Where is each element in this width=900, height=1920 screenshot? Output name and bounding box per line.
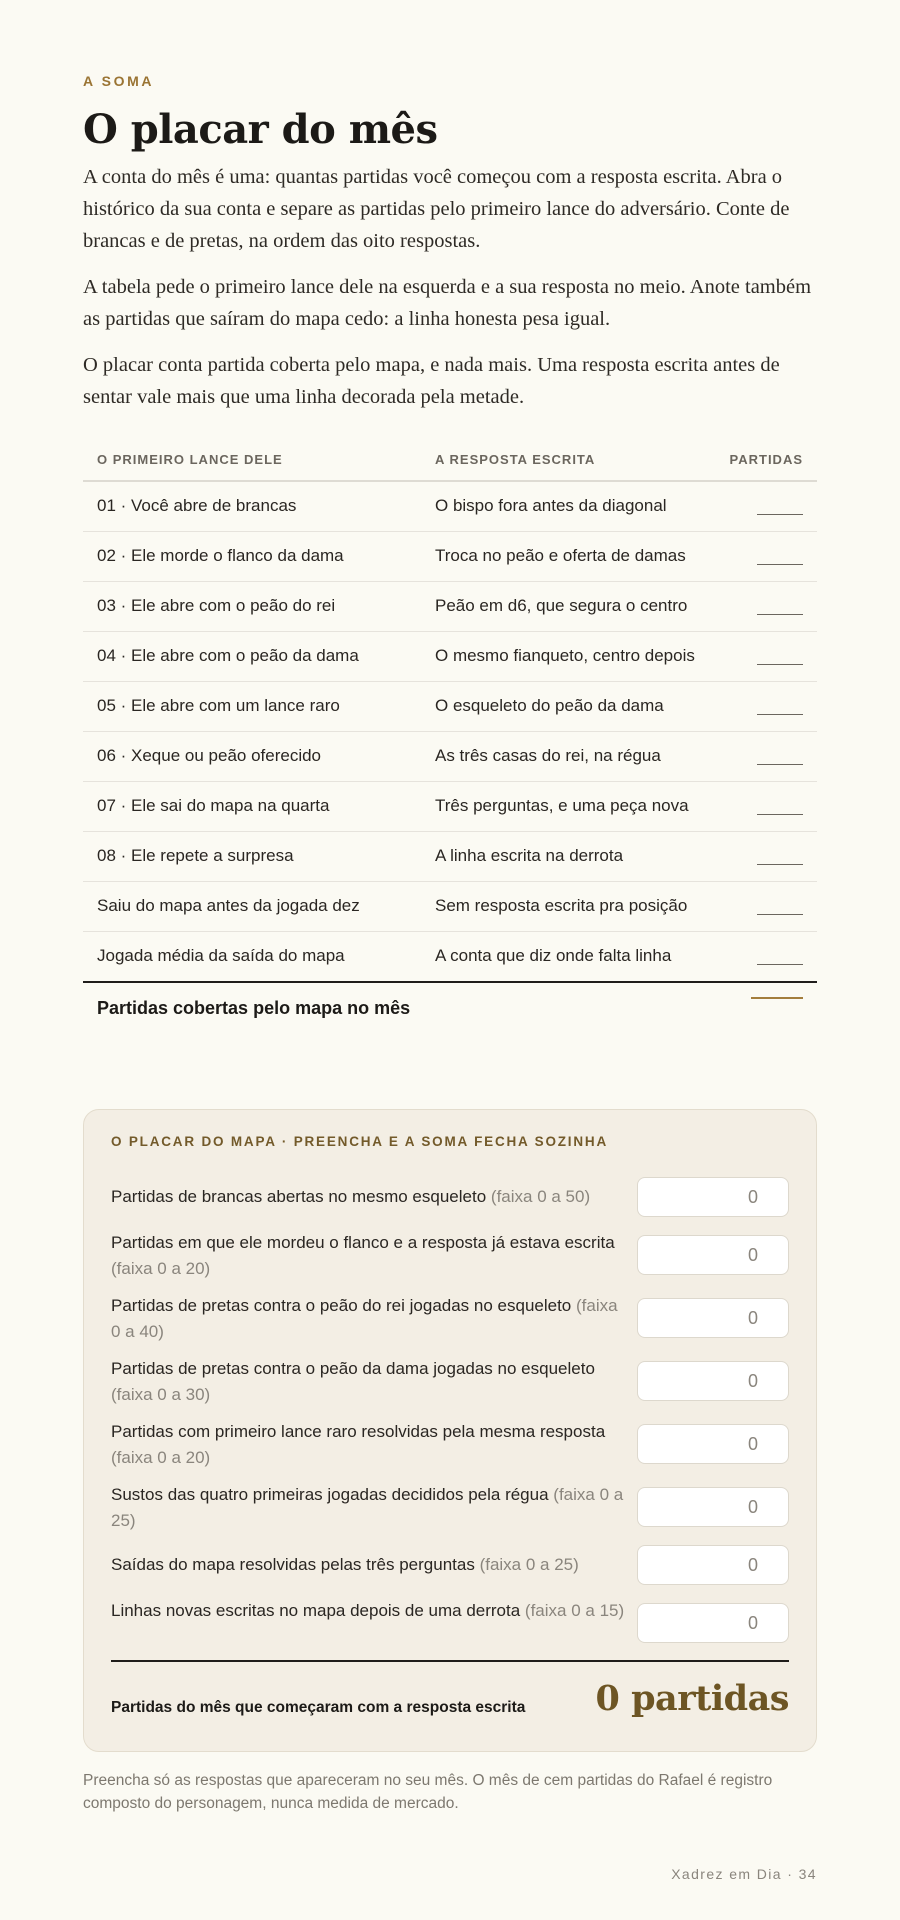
page-folio: Xadrez em Dia · 34: [671, 1866, 817, 1882]
table-row: [83, 932, 817, 983]
table-header-row: [83, 438, 817, 481]
header-written-answer: A RESPOSTA ESCRITA: [421, 438, 705, 481]
cell-games: [705, 532, 817, 582]
table-row: [83, 532, 817, 582]
score-row: [111, 1598, 789, 1648]
cell-answer: Três perguntas, e uma peça nova: [421, 782, 705, 832]
fill-blank: [757, 963, 803, 965]
score-row-label: [111, 1184, 626, 1210]
score-row-text: Partidas de pretas contra o peão da dama jogadas no esqueleto: [111, 1359, 595, 1378]
page-title: O placar do mês: [83, 106, 438, 153]
fill-blank: [757, 513, 803, 515]
table-row: [83, 732, 817, 782]
score-input[interactable]: [637, 1177, 789, 1217]
score-row-text: Partidas de brancas abertas no mesmo esqueleto: [111, 1187, 487, 1206]
cell-games: [705, 632, 817, 682]
cell-first-move: 04 · Ele abre com o peão da dama: [83, 632, 421, 682]
panel-divider: [111, 1660, 789, 1662]
cell-games: [705, 582, 817, 632]
score-row: [111, 1230, 789, 1280]
cell-games: [705, 932, 817, 983]
score-row: [111, 1293, 789, 1343]
cell-answer: A conta que diz onde falta linha: [421, 932, 705, 983]
cell-first-move: 01 · Você abre de brancas: [83, 481, 421, 532]
score-row-label: [111, 1356, 626, 1408]
score-row-label: [111, 1552, 626, 1578]
cell-first-move: 05 · Ele abre com um lance raro: [83, 682, 421, 732]
cell-answer: O bispo fora antes da diagonal: [421, 481, 705, 532]
cell-answer: A linha escrita na derrota: [421, 832, 705, 882]
opening-map-table: [83, 438, 817, 1033]
fill-blank: [757, 663, 803, 665]
score-input[interactable]: [637, 1603, 789, 1643]
cell-answer: Peão em d6, que segura o centro: [421, 582, 705, 632]
cell-games: [705, 732, 817, 782]
table-row: [83, 682, 817, 732]
intro-paragraph-1: A conta do mês é uma: quantas partidas você começou com a resposta escrita. Abra o histórico da sua conta e separe as partidas pelo primeiro lance do adversário. Conte de brancas e de pretas, na ordem das oito respostas.: [83, 166, 790, 252]
intro-paragraph-3: O placar conta partida coberta pelo mapa, e nada mais. Uma resposta escrita antes de sentar vale mais que uma linha decorada pela metade.: [83, 354, 780, 408]
table-row: [83, 882, 817, 932]
score-row-range: (faixa 0 a 25): [479, 1555, 579, 1574]
cell-games: [705, 682, 817, 732]
fill-blank: [757, 713, 803, 715]
score-input[interactable]: [637, 1424, 789, 1464]
intro-paragraph-2: A tabela pede o primeiro lance dele na esquerda e a sua resposta no meio. Anote também as partidas que saíram do mapa cedo: a linha honesta pesa igual.: [83, 276, 812, 330]
score-row-range: (faixa 0 a 20): [111, 1259, 211, 1278]
cell-first-move: 02 · Ele morde o flanco da dama: [83, 532, 421, 582]
score-row-label: [111, 1419, 626, 1471]
score-row-text: Partidas em que ele mordeu o flanco e a resposta já estava escrita: [111, 1233, 615, 1252]
cell-first-move: Saiu do mapa antes da jogada dez: [83, 882, 421, 932]
score-row-label: [111, 1598, 626, 1624]
cell-games: [705, 481, 817, 532]
fill-blank: [757, 613, 803, 615]
cell-answer: Sem resposta escrita pra posição: [421, 882, 705, 932]
total-cell: [705, 982, 817, 1033]
score-row: [111, 1540, 789, 1590]
table-row: [83, 632, 817, 682]
cell-games: [705, 832, 817, 882]
score-row-text: Saídas do mapa resolvidas pelas três perguntas: [111, 1555, 475, 1574]
score-row: [111, 1172, 789, 1222]
header-games: PARTIDAS: [705, 438, 817, 481]
score-row-range: (faixa 0 a 25): [111, 1485, 624, 1530]
score-panel: [83, 1109, 817, 1752]
score-row-range: (faixa 0 a 20): [111, 1448, 211, 1467]
table-total-row: [83, 982, 817, 1033]
cell-answer: Troca no peão e oferta de damas: [421, 532, 705, 582]
total-label: Partidas cobertas pelo mapa no mês: [97, 998, 411, 1018]
cell-first-move: 06 · Xeque ou peão oferecido: [83, 732, 421, 782]
cell-first-move: Jogada média da saída do mapa: [83, 932, 421, 983]
score-input[interactable]: [637, 1545, 789, 1585]
total-spacer: [421, 982, 705, 1033]
score-input[interactable]: [637, 1235, 789, 1275]
score-row-range: (faixa 0 a 40): [111, 1296, 618, 1341]
sum-value: 0 partidas: [595, 1678, 789, 1719]
fill-blank: [757, 563, 803, 565]
score-row-range: (faixa 0 a 50): [490, 1187, 591, 1206]
cell-answer: O esqueleto do peão da dama: [421, 682, 705, 732]
table-row: [83, 582, 817, 632]
score-row-label: [111, 1230, 626, 1282]
score-row-text: Linhas novas escritas no mapa depois de uma derrota: [111, 1601, 521, 1620]
score-row-range: (faixa 0 a 15): [524, 1601, 625, 1620]
cell-answer: O mesmo fianqueto, centro depois: [421, 632, 705, 682]
fill-blank: [757, 913, 803, 915]
fill-blank: [757, 763, 803, 765]
score-row-label: [111, 1293, 626, 1345]
table-row: [83, 782, 817, 832]
section-eyebrow: A SOMA: [83, 73, 155, 89]
fill-blank: [757, 813, 803, 815]
cell-answer: As três casas do rei, na régua: [421, 732, 705, 782]
score-row-text: Sustos das quatro primeiras jogadas decididos pela régua: [111, 1485, 549, 1504]
score-row: [111, 1419, 789, 1469]
score-row-label: [111, 1482, 626, 1534]
score-row-text: Partidas de pretas contra o peão do rei jogadas no esqueleto: [111, 1296, 572, 1315]
table-row: [83, 832, 817, 882]
score-input[interactable]: [637, 1361, 789, 1401]
fill-blank: [757, 863, 803, 865]
table-row: [83, 481, 817, 532]
sum-label: Partidas do mês que começaram com a resposta escrita: [111, 1699, 526, 1716]
score-row-range: (faixa 0 a 30): [111, 1385, 211, 1404]
footnote: Preencha só as respostas que apareceram no seu mês. O mês de cem partidas do Rafael é registro composto do personagem, nunca medida de mercado.: [83, 1772, 773, 1812]
score-input[interactable]: [637, 1298, 789, 1338]
score-row: [111, 1482, 789, 1532]
header-first-move: O PRIMEIRO LANCE DELE: [83, 438, 421, 481]
cell-games: [705, 882, 817, 932]
cell-first-move: 07 · Ele sai do mapa na quarta: [83, 782, 421, 832]
cell-first-move: 08 · Ele repete a surpresa: [83, 832, 421, 882]
total-blank: [751, 996, 803, 999]
score-row-text: Partidas com primeiro lance raro resolvidas pela mesma resposta: [111, 1422, 606, 1441]
cell-games: [705, 782, 817, 832]
cell-first-move: 03 · Ele abre com o peão do rei: [83, 582, 421, 632]
intro-text: [83, 161, 817, 427]
score-row: [111, 1356, 789, 1406]
panel-heading: O PLACAR DO MAPA · PREENCHA E A SOMA FECHA SOZINHA: [111, 1134, 609, 1149]
score-input[interactable]: [637, 1487, 789, 1527]
